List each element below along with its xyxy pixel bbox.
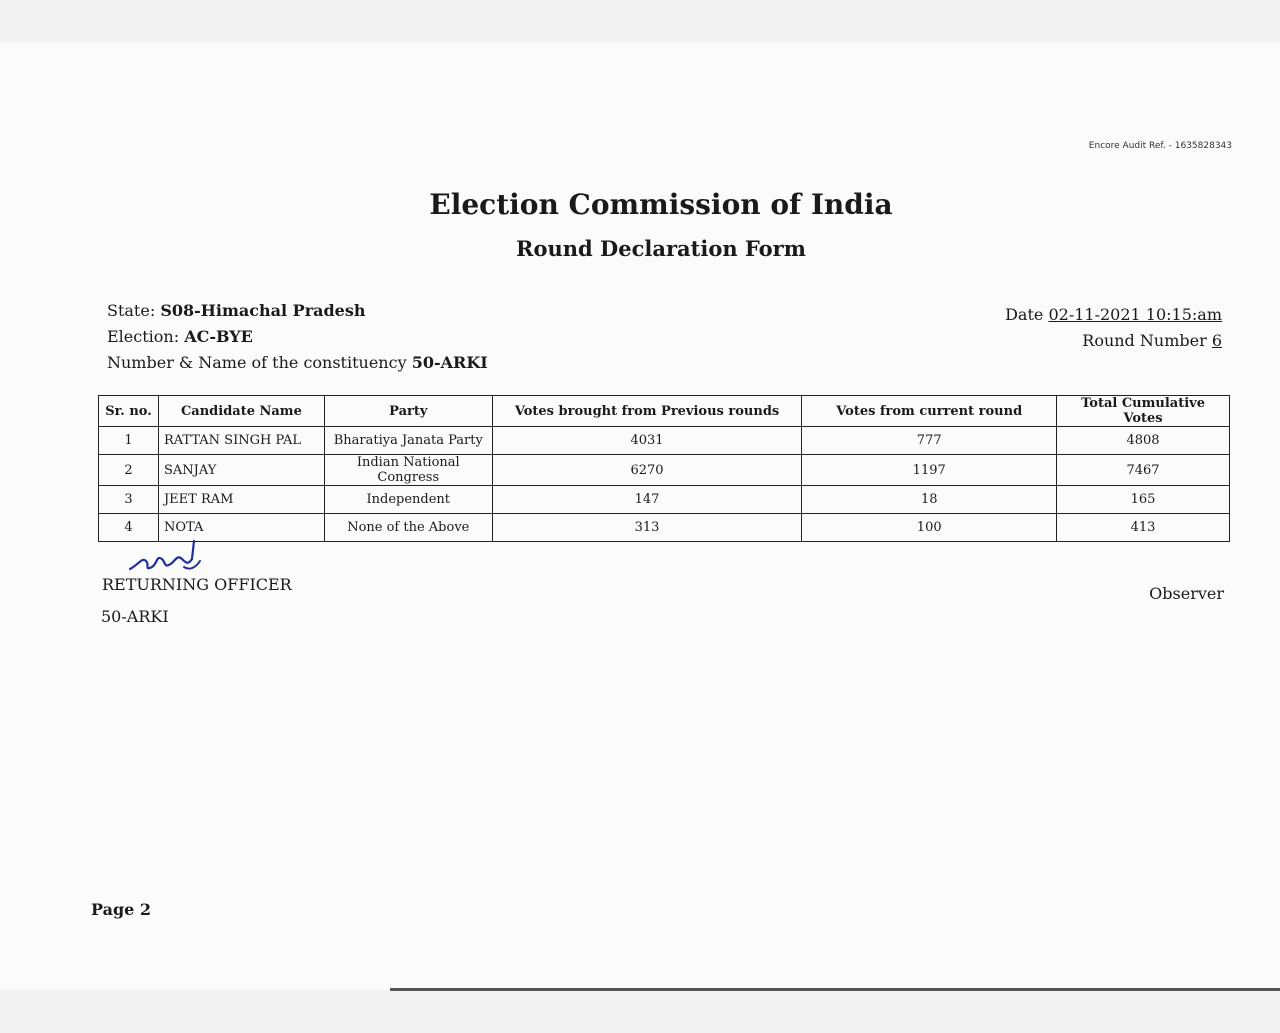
- table-row: [99, 486, 1230, 514]
- election-line: Election: AC-BYE: [107, 327, 253, 346]
- table-row: [99, 427, 1230, 455]
- cell-total-votes: 7467: [1057, 455, 1230, 486]
- header-current-votes: Votes from current round: [802, 396, 1057, 427]
- constituency-value: 50-ARKI: [411, 353, 488, 372]
- cell-total-votes: 413: [1057, 514, 1230, 542]
- cell-party: None of the Above: [324, 514, 492, 542]
- cell-previous-votes: 4031: [492, 427, 802, 455]
- cell-previous-votes: 6270: [492, 455, 802, 486]
- cell-total-votes: 4808: [1057, 427, 1230, 455]
- observer-label: Observer: [1149, 584, 1224, 603]
- date-value: 02-11-2021 10:15:am: [1048, 305, 1222, 324]
- constituency-line: Number & Name of the constituency 50-ARKI: [107, 353, 488, 372]
- header-previous-votes: Votes brought from Previous rounds: [492, 396, 802, 427]
- election-value: AC-BYE: [184, 327, 253, 346]
- cell-sr-no: 4: [99, 514, 159, 542]
- page-number: Page 2: [91, 900, 152, 919]
- header-total-votes: Total Cumulative Votes: [1057, 396, 1230, 427]
- table-row: [99, 514, 1230, 542]
- results-table: [98, 395, 1230, 542]
- cell-party: Independent: [324, 486, 492, 514]
- returning-officer-constituency: 50-ARKI: [101, 607, 169, 626]
- cell-previous-votes: 313: [492, 514, 802, 542]
- header-party: Party: [324, 396, 492, 427]
- cell-sr-no: 2: [99, 455, 159, 486]
- election-details: [107, 298, 488, 376]
- returning-officer-label: RETURNING OFFICER: [102, 575, 292, 594]
- document-title: Election Commission of India: [429, 188, 893, 221]
- cell-candidate: JEET RAM: [158, 486, 324, 514]
- round-value: 6: [1211, 331, 1222, 350]
- state-line: State: S08-Himachal Pradesh: [107, 301, 366, 320]
- cell-candidate: SANJAY: [158, 455, 324, 486]
- table-row: [99, 455, 1230, 486]
- cell-current-votes: 18: [802, 486, 1057, 514]
- cell-sr-no: 3: [99, 486, 159, 514]
- round-line: Round Number 6: [1082, 331, 1222, 350]
- cell-candidate: NOTA: [158, 514, 324, 542]
- cell-current-votes: 777: [802, 427, 1057, 455]
- cell-party: Bharatiya Janata Party: [324, 427, 492, 455]
- header-candidate-name: Candidate Name: [158, 396, 324, 427]
- audit-reference: Encore Audit Ref. - 1635828343: [1088, 141, 1232, 151]
- table-header-row: [99, 396, 1230, 427]
- cell-candidate: RATTAN SINGH PAL: [158, 427, 324, 455]
- header-sr-no: Sr. no.: [99, 396, 159, 427]
- cell-previous-votes: 147: [492, 486, 802, 514]
- cell-current-votes: 1197: [802, 455, 1057, 486]
- cell-current-votes: 100: [802, 514, 1057, 542]
- cell-sr-no: 1: [99, 427, 159, 455]
- round-details: [1005, 302, 1222, 354]
- page-edge: [390, 988, 1280, 991]
- state-value: S08-Himachal Pradesh: [160, 301, 366, 320]
- cell-party: Indian National Congress: [324, 455, 492, 486]
- cell-total-votes: 165: [1057, 486, 1230, 514]
- date-line: Date 02-11-2021 10:15:am: [1005, 305, 1222, 324]
- document-subtitle: Round Declaration Form: [516, 236, 806, 261]
